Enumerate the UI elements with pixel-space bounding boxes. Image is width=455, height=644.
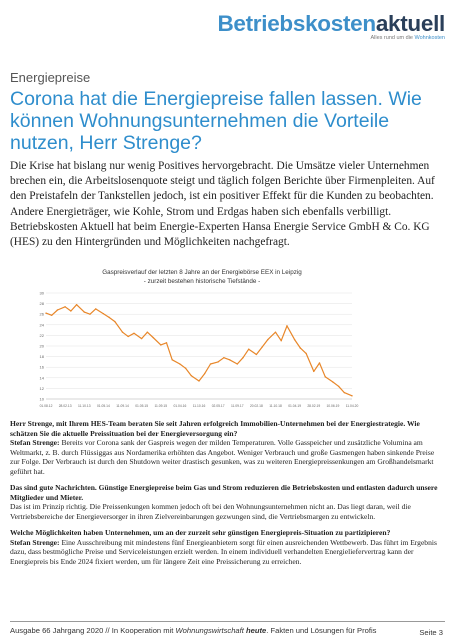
chart-data-point [300, 347, 301, 348]
chart-data-point [95, 308, 96, 309]
chart-data-point [114, 321, 115, 322]
chart-series-line [46, 305, 352, 396]
tagline-highlight: Wohnkosten [414, 35, 445, 41]
chart-data-point [45, 312, 46, 313]
chart-data-point [305, 353, 306, 354]
chart-series [45, 304, 352, 397]
chart-x-tick-label: 11.04.20 [345, 404, 359, 408]
chart-x-tick-label: 11.09.14 [116, 404, 129, 408]
chart-subtitle: - zurzeit bestehen historische Tiefstände - [143, 278, 261, 285]
chart-data-point [141, 338, 142, 339]
masthead [217, 12, 445, 41]
chart-data-point [261, 346, 262, 347]
chart-x-axis [40, 404, 359, 408]
footer-suffix: . Fakten und Lösungen für Profis [266, 626, 377, 635]
qa-answer: Das ist im Prinzip richtig. Die Preissenkungen kommen jedoch oft bei den Wohnungsunternehmen nicht an. Das liegt daran, weil die Vertriebsbereiche der Energieversorger in ihren Zielvereinbarungen gezwungen sind, die Vertriebsmargen zu entwickeln. [10, 502, 411, 521]
qa-block-3 [10, 528, 445, 566]
chart-data-point [332, 381, 333, 382]
chart-y-tick-label: 18 [39, 354, 44, 360]
chart-data-point [248, 348, 249, 349]
chart-data-point [319, 362, 320, 363]
chart-data-point [281, 340, 282, 341]
chart-data-point [229, 359, 230, 360]
chart-y-tick-label: 24 [39, 322, 44, 328]
footer-divider [10, 621, 445, 622]
chart-data-point [179, 363, 180, 364]
interview [10, 419, 445, 573]
chart-x-tick-label: 10.06.19 [326, 404, 340, 408]
article-headline: Corona hat die Energiepreise fallen lassen. Wie können Wohnungsunternehmen die Vorteile nutzen, Herr Strenge? [10, 88, 422, 154]
chart-x-tick-label: 01.04.16 [173, 404, 187, 408]
chart-grid [46, 293, 352, 399]
chart-data-point [237, 363, 238, 364]
chart-data-point [223, 357, 224, 358]
chart-data-point [325, 376, 326, 377]
chart-data-point [191, 375, 192, 376]
chart-data-point [185, 368, 186, 369]
page-number: Seite 3 [419, 628, 443, 637]
chart-data-point [286, 325, 287, 326]
chart-svg [36, 267, 359, 415]
masthead-title-part1: Betriebskosten [217, 11, 376, 36]
chart-x-tick-label: 11.09.17 [230, 404, 244, 408]
chart-data-point [64, 306, 65, 307]
chart-data-point [338, 386, 339, 387]
chart-data-point [122, 332, 123, 333]
chart-x-tick-label: 11.10.16 [192, 404, 206, 408]
masthead-title [217, 12, 445, 36]
chart-x-tick-label: 01.08.12 [39, 404, 53, 408]
chart-data-point [166, 342, 167, 343]
chart-x-tick-label: 02.05.17 [211, 404, 225, 408]
qa-speaker: Stefan Strenge: [10, 537, 60, 547]
chart-data-point [152, 337, 153, 338]
chart-data-point [133, 333, 134, 334]
chart-data-point [70, 310, 71, 311]
chart-y-tick-label: 22 [39, 332, 44, 338]
chart-data-point [128, 336, 129, 337]
qa-answer: Eine Ausschreibung mit mindestens fünf Energieanbietern sorgt für einen ausreichenden Wettbewerb. Das führt im Ergebnis dazu, dass bestmögliche Preise und Serviceleistungen erzielt werden. In einem individuell verhandelten Energieliefervertrag kann der Energiepreis bis Ende 2024 fixiert werden, um für längere Zeit eine Preissicherung zu erreichen. [10, 537, 437, 566]
chart-data-point [275, 332, 276, 333]
chart-y-tick-label: 16 [39, 364, 44, 370]
chart-title: Gaspreisverlauf der letzten 8 Jahre an der Energiebörse EEX in Leipzig [102, 269, 302, 276]
footer-prefix: Ausgabe 66 Jahrgang 2020 // In Kooperation mit [10, 626, 176, 635]
qa-block-2 [10, 483, 445, 521]
chart-x-tick-label: 01.04.19 [288, 404, 302, 408]
chart-data-point [313, 371, 314, 372]
article-intro: Die Krise hat bislang nur wenig Positives hervorgebracht. Die Umsätze vieler Unternehmen brechen ein, die Arbeitslosenquote steigt und täglich folgen Berichte über Firmenpleiten. Auf den Preistafeln der Tankstellen jedoch, ist ein positiver Effekt für die Kunden zu beobachten. Andere Energieträger, wie Kohle, Strom und Erdgas haben sich ebenfalls verbilligt. Betriebskosten Aktuell hat beim Energie-Experten Hansa Energie Service GmbH & Co. KG (HES) zu den Hintergründen und Möglichkeiten nachgefragt. [10, 160, 435, 249]
chart-x-tick-label: 11.10.13 [77, 404, 91, 408]
chart-data-point [84, 311, 85, 312]
chart-data-point [51, 315, 52, 316]
footer-magazine: Wohnungswirtschaft [175, 626, 244, 635]
chart-data-point [344, 392, 345, 393]
chart-data-point [198, 380, 199, 381]
chart-data-point [76, 304, 77, 305]
chart-y-tick-label: 30 [39, 290, 44, 296]
qa-block-1 [10, 419, 445, 476]
chart-y-tick-label: 12 [39, 385, 44, 391]
chart-x-tick-label: 01.05.15 [135, 404, 149, 408]
qa-question: Welche Möglichkeiten haben Unternehmen, um an der zurzeit sehr günstigen Energiepreis-Situation zu partizipieren? [10, 528, 391, 537]
chart-x-tick-label: 20.02.18 [249, 404, 263, 408]
chart-x-tick-label: 28.02.19 [307, 404, 321, 408]
chart-x-tick-label: 28.02.13 [58, 404, 72, 408]
chart-y-axis [40, 291, 45, 402]
article-kicker: Energiepreise [10, 70, 91, 85]
chart-x-tick-label: 11.10.18 [269, 404, 282, 408]
chart-data-point [217, 361, 218, 362]
chart-data-point [210, 363, 211, 364]
chart-y-tick-label: 28 [39, 301, 44, 307]
chart-data-point [242, 357, 243, 358]
chart-data-point [256, 354, 257, 355]
chart-data-point [108, 317, 109, 318]
chart-data-point [57, 309, 58, 310]
chart-x-tick-label: 01.05.14 [96, 404, 110, 408]
chart-data-point [172, 359, 173, 360]
chart-data-point [294, 339, 295, 340]
chart-data-point [160, 344, 161, 345]
chart-x-tick-label: 11.09.15 [154, 404, 168, 408]
chart-data-point [147, 332, 148, 333]
chart-data-point [204, 373, 205, 374]
masthead-title-part2: aktuell [375, 11, 445, 36]
chart-y-tick-label: 26 [39, 311, 44, 317]
footer-magazine-heute: heute [243, 626, 267, 635]
chart-data-point [351, 395, 352, 396]
chart-y-tick-label: 20 [39, 343, 44, 349]
qa-question: Herr Strenge, mit Ihrem HES-Team beraten Sie seit Jahren erfolgreich Immobilien-Unternehmen bei der Energiestrategie. Wie schätzen Sie die aktuelle Preissituation bei der Energieversorgung ein? [10, 419, 420, 438]
chart-data-point [267, 339, 268, 340]
gas-price-chart [36, 267, 359, 415]
chart-y-tick-label: 10 [39, 396, 44, 402]
qa-speaker: Stefan Strenge: [10, 438, 60, 447]
qa-answer: Bereits vor Corona sank der Gaspreis wegen der milden Temperaturen. Volle Gasspeicher und zusätzliche Volumina am Weltmarkt, z. B. durch Flüssiggas aus Nordamerika erhöhten das Angebot. Weniger Verbrauch und große Gasmengen haben sinkende Preise zur Folge. Der Verbrauch ist durch den Shutdown weiter drastisch gesunken, was zu weiteren Energiepreissenkungen am Großhandelsmarkt geführt hat. [10, 438, 435, 476]
chart-data-point [89, 314, 90, 315]
chart-y-tick-label: 14 [39, 375, 44, 381]
tagline-prefix: Alles rund um die [370, 35, 415, 41]
chart-data-point [103, 313, 104, 314]
qa-question: Das sind gute Nachrichten. Günstige Energiepreise beim Gas und Strom reduzieren die Betriebskosten und entlasten dadurch unsere Mitglieder und Mieter. [10, 483, 438, 502]
footer [10, 626, 376, 635]
